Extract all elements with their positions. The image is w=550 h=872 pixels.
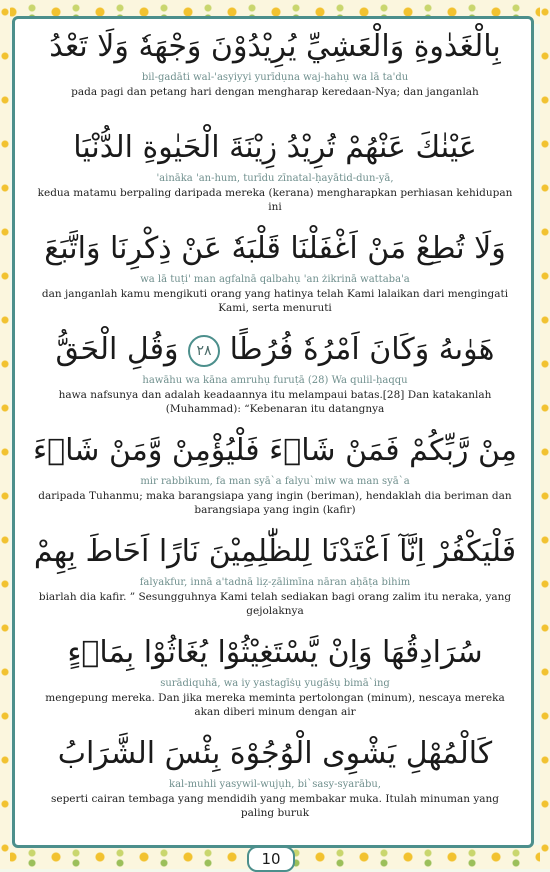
translation: biarlah dia kafir. ” Sesungguhnya Kami telah sediakan bagi orang zalim itu neraka, yang gejolaknya	[38, 591, 512, 617]
translation: hawa nafsunya dan adalah keadaannya itu melampaui batas.[28] Dan katakanlah (Muhammad): “Kebenaran itu datangnya	[58, 389, 492, 415]
verse-block	[16, 327, 534, 428]
verse-block	[16, 226, 534, 327]
translation: kedua matamu berpaling daripada mereka (kerana) mengharapkan perhiasan kehidupan ini	[37, 187, 513, 213]
arabic-text: مِنْ رَّبِّكُمْ فَمَنْ شَاۤءَ فَلْيُؤْمِنْ وَّمَنْ شَاۤءَ	[33, 433, 517, 468]
transliteration: 'aināka 'an-hum, turīdu zīnatal-ḥayātid-dun-yā,	[156, 173, 394, 184]
ayah-number-marker: ٢٨	[188, 335, 220, 367]
verse-list	[16, 24, 534, 832]
translation: pada pagi dan petang hari dengan mengharap keredaan-Nya; dan janganlah	[71, 86, 479, 98]
verse-block	[16, 529, 534, 630]
arabic-text: فَلْيَكْفُرْ اِنَّآ اَعْتَدْنَا لِلظّٰلِمِيْنَ نَارًا اَحَاطَ بِهِمْ	[33, 534, 517, 569]
transliteration: wa lā tuṭi' man agfalnā qalbahụ 'an żikrinā wattaba'a	[140, 274, 410, 285]
translation: daripada Tuhanmu; maka barangsiapa yang ingin (beriman), hendaklah dia beriman dan barangsiapa yang ingin (kafir)	[38, 490, 512, 516]
verse-block	[16, 24, 534, 125]
transliteration: kal-muhli yasywil-wujụh, bi`sasy-syarābu,	[169, 779, 381, 790]
verse-block	[16, 731, 534, 832]
arabic-text: وَلَا تُطِعْ مَنْ اَغْفَلْنَا قَلْبَهٗ عَنْ ذِكْرِنَا وَاتَّبَعَ	[44, 231, 506, 266]
floral-border-right	[540, 0, 550, 869]
page-number: 10	[247, 846, 295, 872]
transliteration: mir rabbikum, fa man syā`a falyu`miw wa man syā`a	[140, 476, 410, 487]
translation: mengepung mereka. Dan jika mereka meminta pertolongan (minum), nescaya mereka akan diberi minum dengan air	[45, 692, 505, 718]
arabic-text-part: هَوٰىهُ وَكَانَ اَمْرُهٗ فُرُطًا	[229, 332, 495, 367]
translation: seperti cairan tembaga yang mendidih yang membakar muka. Itulah minuman yang paling buruk	[50, 793, 500, 819]
verse-block	[16, 125, 534, 226]
verse-block	[16, 428, 534, 529]
transliteration: falyakfur, innā a'tadnā liẓ-ẓālimīna nāran aḥāṭa bihim	[139, 577, 411, 588]
arabic-text: كَالْمُهْلِ يَشْوِى الْوُجُوْهَ بِئْسَ الشَّرَابُ	[57, 736, 493, 771]
arabic-text: عَيْنٰكَ عَنْهُمْ تُرِيْدُ زِيْنَةَ الْحَيٰوةِ الدُّنْيَا	[73, 130, 477, 165]
arabic-text	[16, 327, 534, 373]
arabic-text-part: وَقُلِ الْحَقُّ	[55, 332, 179, 367]
floral-border-left	[0, 0, 10, 869]
arabic-text: بِالْغَدٰوةِ وَالْعَشِيِّ يُرِيْدُوْنَ وَجْهَهٗ وَلَا تَعْدُ	[49, 29, 501, 64]
arabic-text: سُرَادِقُهَا وَاِنْ يَّسْتَغِيْثُوْا يُغَاثُوْا بِمَاۤءٍ	[67, 635, 483, 670]
transliteration: surādiquhā, wa iy yastagīṡụ yugāṡụ bimā`ing	[160, 678, 390, 689]
verse-block	[16, 630, 534, 731]
transliteration: hawāhu wa kāna amruhụ furuṭā (28) Wa qulil-ḥaqqu	[142, 375, 408, 386]
transliteration: bil-gadāti wal-'asyiyyi yurīdụna waj-hahụ wa lā ta'du	[141, 72, 409, 83]
translation: dan janganlah kamu mengikuti orang yang hatinya telah Kami lalaikan dari mengingati Kami, serta menuruti	[41, 288, 509, 314]
